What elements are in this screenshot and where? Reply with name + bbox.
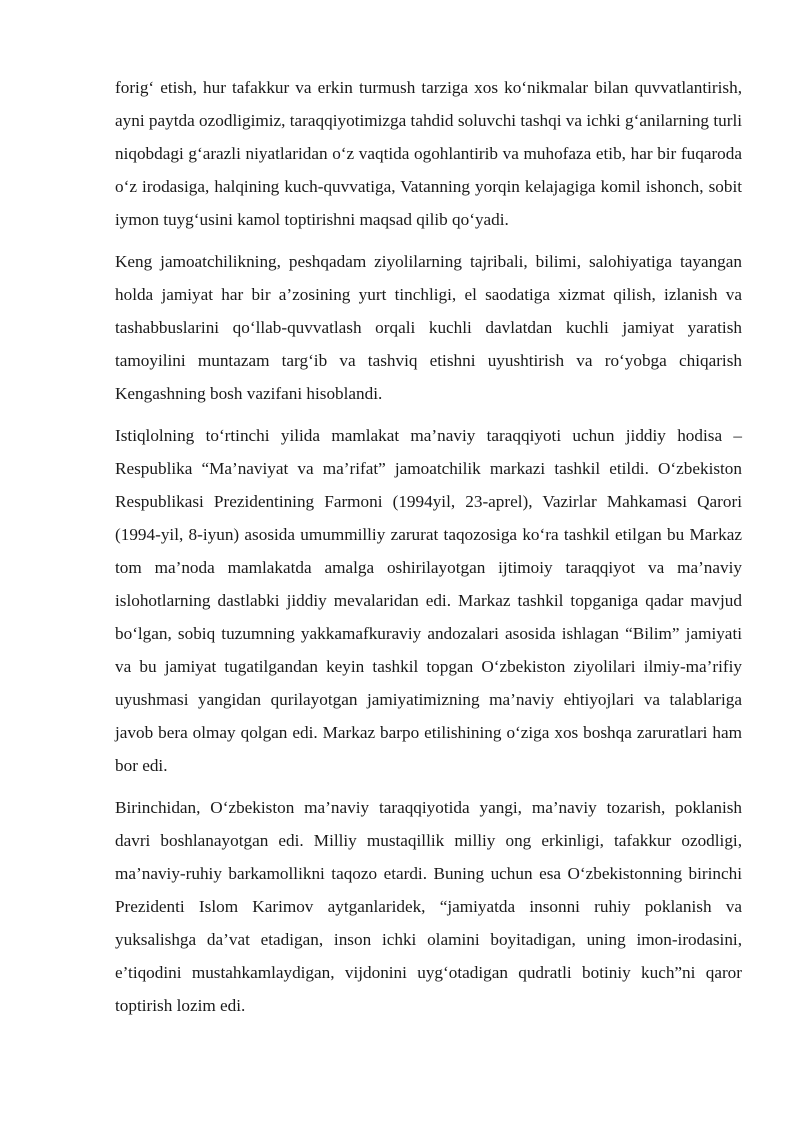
- paragraph-3: Istiqlolning to‘rtinchi yilida mamlakat ma’naviy taraqqiyoti uchun jiddiy hodisa – Respublika “Ma’naviyat va ma’rifat” jamoatchilik markazi tashkil etildi. O‘zbekiston Respublikasi Prezidentining Farmoni (1994yil, 23-aprel), Vazirlar Mahkamasi Qarori (1994-yil, 8-iyun) asosida umummilliy zarurat taqozosiga ko‘ra tashkil etilgan bu Markaz tom ma’noda mamlakatda amalga oshirilayotgan ijtimoiy taraqqiyot va ma’naviy islohotlarning dastlabki jiddiy mevalaridan edi. Markaz tashkil topganiga qadar mavjud bo‘lgan, sobiq tuzumning yakkamafkuraviy andozalari asosida ishlagan “Bilim” jamiyati va bu jamiyat tugatilgandan keyin tashkil topgan O‘zbekiston ziyolilari ilmiy-ma’rifiy uyushmasi yangidan qurilayotgan jamiyatimizning ma’naviy ehtiyojlari va talablariga javob bera olmay qolgan edi. Markaz barpo etilishining o‘ziga xos boshqa zaruratlari ham bor edi.: [115, 426, 742, 775]
- document-page: [115, 71, 742, 1031]
- paragraph-2: Keng jamoatchilikning, peshqadam ziyolilarning tajribali, bilimi, salohiyatiga tayangan holda jamiyat har bir a’zosining yurt tinchligi, el saodatiga xizmat qilish, izlanish va tashabbuslarini qo‘llab-quvvatlash orqali kuchli davlatdan kuchli jamiyat yaratish tamoyilini muntazam targ‘ib va tashviq etishni uyushtirish va ro‘yobga chiqarish Kengashning bosh vazifani hisoblandi.: [115, 252, 742, 403]
- paragraph-4: Birinchidan, O‘zbekiston ma’naviy taraqqiyotida yangi, ma’naviy tozarish, poklanish davri boshlanayotgan edi. Milliy mustaqillik milliy ong erkinligi, tafakkur ozodligi, ma’naviy-ruhiy barkamollikni taqozo etardi. Buning uchun esa O‘zbekistonning birinchi Prezidenti Islom Karimov aytganlaridek, “jamiyatda insonni ruhiy poklanish va yuksalishga da’vat etadigan, inson ichki olamini boyitadigan, uning imon-irodasini, e’tiqodini mustahkamlaydigan, vijdonini uyg‘otadigan qudratli botiniy kuch”ni qaror toptirish lozim edi.: [115, 798, 742, 1015]
- paragraph-1: forig‘ etish, hur tafakkur va erkin turmush tarziga xos ko‘nikmalar bilan quvvatlantirish, ayni paytda ozodligimiz, taraqqiyotimizga tahdid soluvchi tashqi va ichki g‘anilarning turli niqobdagi g‘arazli niyatlaridan o‘z vaqtida ogohlantirib va muhofaza etib, har bir fuqaroda o‘z irodasiga, halqining kuch-quvvatiga, Vatanning yorqin kelajagiga komil ishonch, sobit iymon tuyg‘usini kamol toptirishni maqsad qilib qo‘yadi.: [115, 78, 742, 229]
